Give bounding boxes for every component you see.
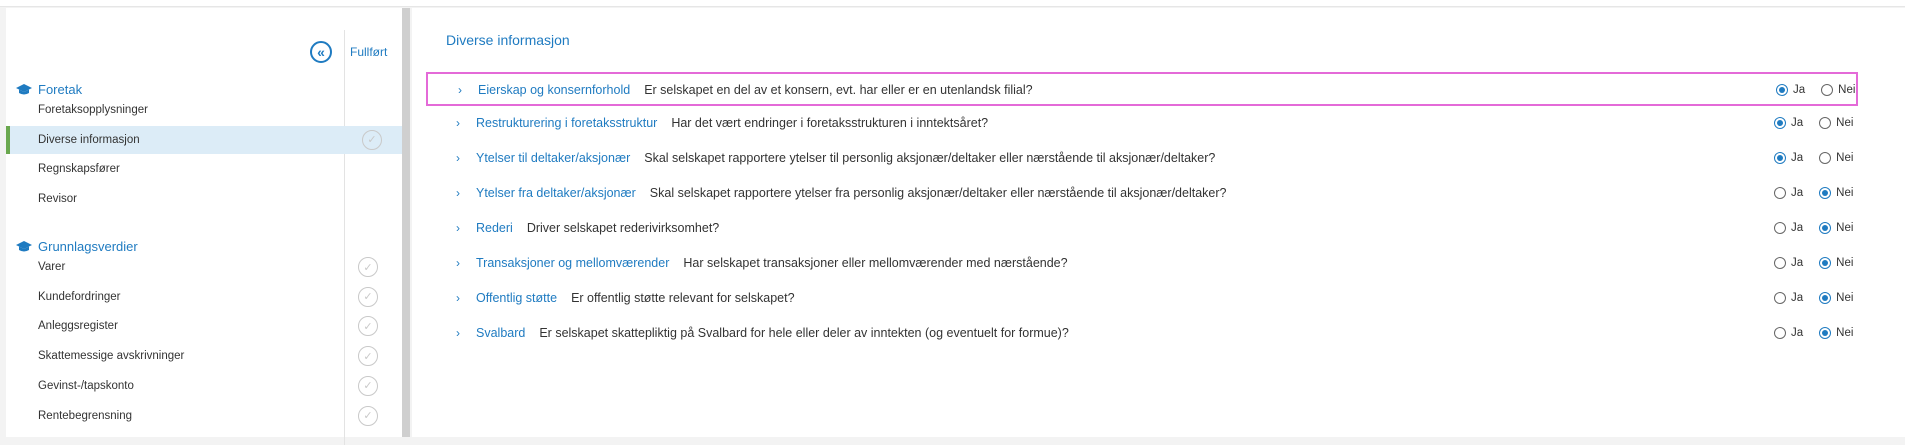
question-title-link[interactable]: Offentlig støtte [476,291,558,305]
completed-check-icon: ✓ [358,257,378,277]
question-text-group [476,151,1215,165]
chevron-right-icon[interactable]: › [456,151,460,165]
question-row [426,177,1858,211]
chevron-right-icon[interactable]: › [456,221,460,235]
yes-no-radio-group [1776,84,1855,96]
sidebar-item-label: Kundefordringer [38,290,121,303]
radio-no[interactable] [1819,327,1853,339]
sidebar-item[interactable] [6,372,402,400]
question-text: Har selskapet transaksjoner eller mellomværender med nærstående? [683,256,1068,270]
radio-label: Ja [1791,292,1804,304]
yes-no-radio-group [1774,117,1853,129]
radio-button[interactable] [1774,327,1786,339]
sidebar-item-label: Revisor [38,193,77,206]
question-text: Er selskapet en del av et konsern, evt. har eller er en utenlandsk filial? [644,83,1033,97]
question-title-link[interactable]: Ytelser til deltaker/aksjonær [476,151,631,165]
question-text-group [476,221,719,235]
completed-check-icon: ✓ [358,406,378,426]
sidebar-item-label: Anleggsregister [38,320,118,333]
radio-label: Nei [1838,84,1856,96]
question-text-group [476,116,988,130]
chevron-right-icon[interactable]: › [456,116,460,130]
radio-label: Nei [1836,327,1854,339]
radio-label: Ja [1793,84,1806,96]
question-text: Er offentlig støtte relevant for selskapet? [571,291,795,305]
sidebar-item[interactable] [6,342,402,370]
question-title-link[interactable]: Restrukturering i foretaksstruktur [476,116,658,130]
completed-column-header: Fullført [350,45,388,59]
top-bar [0,0,1905,7]
question-text-group [476,291,795,305]
radio-label: Ja [1791,257,1804,269]
question-row [426,282,1858,316]
question-text: Skal selskapet rapportere ytelser til personlig aksjonær/deltaker eller nærstående til aksjonær/deltaker? [644,151,1216,165]
yes-no-radio-group [1774,257,1853,269]
radio-button[interactable] [1774,292,1786,304]
graduation-cap-icon [16,241,32,253]
radio-button[interactable] [1819,292,1831,304]
yes-no-radio-group [1774,292,1853,304]
question-text-group [476,186,1226,200]
completed-check-icon: ✓ [358,376,378,396]
radio-label: Nei [1836,117,1854,129]
question-text: Skal selskapet rapportere ytelser fra personlig aksjonær/deltaker eller nærstående til aksjonær/deltaker? [649,186,1227,200]
radio-button[interactable] [1819,257,1831,269]
question-text: Driver selskapet rederivirksomhet? [526,221,720,235]
radio-yes[interactable] [1776,84,1805,96]
radio-label: Ja [1791,187,1804,199]
radio-label: Nei [1836,257,1854,269]
radio-button[interactable] [1819,152,1831,164]
radio-label: Ja [1791,222,1804,234]
sidebar-item[interactable] [6,402,402,430]
radio-no[interactable] [1819,292,1853,304]
sidebar-item-label: Skattemessige avskrivninger [38,350,185,363]
yes-no-radio-group [1774,327,1853,339]
chevron-right-icon[interactable]: › [458,83,462,97]
sidebar-item[interactable] [6,96,402,124]
main-panel [412,8,1905,437]
sidebar-item[interactable] [6,253,402,281]
sidebar-section-header[interactable] [16,239,138,254]
radio-button[interactable] [1821,84,1833,96]
radio-button[interactable] [1774,117,1786,129]
radio-yes[interactable] [1774,257,1803,269]
question-row [426,72,1858,106]
radio-label: Ja [1791,117,1804,129]
sidebar-item[interactable] [6,126,402,154]
radio-button[interactable] [1774,152,1786,164]
sidebar [6,8,403,437]
question-row [426,317,1858,351]
radio-no[interactable] [1821,84,1855,96]
radio-button[interactable] [1819,187,1831,199]
sidebar-section-label: Grunnlagsverdier [38,239,138,254]
question-row [426,142,1858,176]
question-text-group [476,326,1069,340]
radio-yes[interactable] [1774,152,1803,164]
question-row [426,247,1858,281]
question-text-group [476,256,1068,270]
radio-no[interactable] [1819,117,1853,129]
completed-check-icon: ✓ [358,287,378,307]
chevron-right-icon[interactable]: › [456,326,460,340]
radio-no[interactable] [1819,222,1853,234]
page-title: Diverse informasjon [446,32,570,48]
question-title-link[interactable]: Rederi [476,221,513,235]
yes-no-radio-group [1774,152,1853,164]
question-text: Er selskapet skattepliktig på Svalbard for hele eller deler av inntekten (og eventuelt for formue)? [539,326,1069,340]
sidebar-item[interactable] [6,312,402,340]
chevron-right-icon[interactable]: › [456,186,460,200]
question-title-link[interactable]: Svalbard [476,326,526,340]
radio-button[interactable] [1776,84,1788,96]
question-title-link[interactable]: Transaksjoner og mellomværender [476,256,670,270]
radio-label: Ja [1791,152,1804,164]
radio-button[interactable] [1774,222,1786,234]
graduation-cap-icon [16,84,32,96]
sidebar-section-label: Foretak [38,82,83,97]
radio-label: Nei [1836,292,1854,304]
double-chevron-left-icon: « [317,44,325,60]
sidebar-scrollbar[interactable] [402,8,410,437]
yes-no-radio-group [1774,187,1853,199]
sidebar-section-header[interactable] [16,82,82,97]
radio-button[interactable] [1774,187,1786,199]
chevron-right-icon[interactable]: › [456,291,460,305]
radio-no[interactable] [1819,257,1853,269]
question-row [426,107,1858,141]
radio-no[interactable] [1819,187,1853,199]
sidebar-item-label: Varer [38,261,66,273]
sidebar-item-label: Rentebegrensning [38,409,132,422]
radio-yes[interactable] [1774,292,1803,304]
radio-label: Nei [1836,152,1854,164]
radio-no[interactable] [1819,152,1853,164]
radio-button[interactable] [1819,117,1831,129]
completed-check-icon: ✓ [358,316,378,336]
radio-label: Ja [1791,327,1804,339]
radio-button[interactable] [1774,257,1786,269]
radio-yes[interactable] [1774,222,1803,234]
yes-no-radio-group [1774,222,1853,234]
radio-label: Nei [1836,222,1854,234]
radio-yes[interactable] [1774,117,1803,129]
sidebar-item[interactable] [6,155,402,183]
question-row [426,212,1858,246]
sidebar-item-label: Foretaksopplysninger [38,104,148,116]
sidebar-item-label: Diverse informasjon [38,133,140,146]
sidebar-item-label: Regnskapsfører [38,163,120,176]
chevron-right-icon[interactable]: › [456,256,460,270]
completed-check-icon: ✓ [358,346,378,366]
sidebar-item-label: Gevinst-/tapskonto [38,379,134,392]
radio-button[interactable] [1819,222,1831,234]
question-text: Har det vært endringer i foretaksstrukturen i inntektsåret? [671,116,989,130]
collapse-sidebar-button[interactable] [310,41,332,63]
radio-label: Nei [1836,187,1854,199]
question-text-group [478,83,1033,97]
radio-yes[interactable] [1774,327,1803,339]
sidebar-item[interactable] [6,185,402,213]
radio-yes[interactable] [1774,187,1803,199]
question-title-link[interactable]: Eierskap og konsernforhold [478,83,631,97]
completed-check-icon: ✓ [362,130,382,150]
sidebar-item[interactable] [6,283,402,311]
radio-button[interactable] [1819,327,1831,339]
question-title-link[interactable]: Ytelser fra deltaker/aksjonær [476,186,636,200]
